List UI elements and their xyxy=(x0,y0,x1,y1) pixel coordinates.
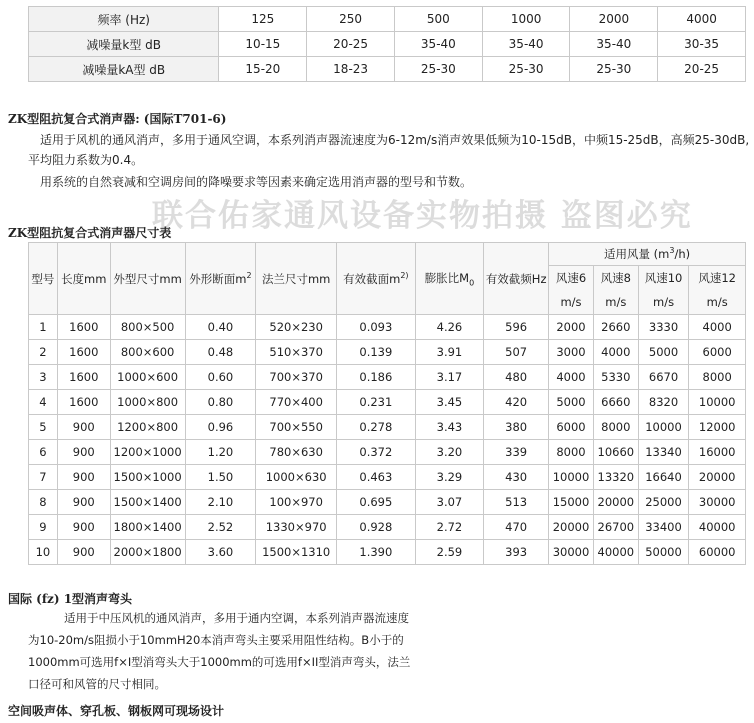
value-cell: 25-30 xyxy=(570,57,658,82)
size-table-cell: 100×970 xyxy=(256,490,337,515)
size-table-cell: 6660 xyxy=(593,390,638,415)
size-table-cell: 3.45 xyxy=(415,390,484,415)
size-table-cell: 10000 xyxy=(549,465,594,490)
ka-type-row xyxy=(29,57,746,82)
size-table-cell: 7 xyxy=(29,465,58,490)
value-cell: 35-40 xyxy=(482,32,570,57)
value-cell: 20-25 xyxy=(658,57,746,82)
size-table-cell: 596 xyxy=(484,315,549,340)
size-table-cell: 420 xyxy=(484,390,549,415)
size-table-cell: 770×400 xyxy=(256,390,337,415)
freq-cell: 125 xyxy=(219,7,307,32)
size-table-cell: 20000 xyxy=(549,515,594,540)
size-table-cell: 12000 xyxy=(689,415,746,440)
speed-unit: m/s xyxy=(560,295,582,309)
size-table-cell: 1.50 xyxy=(185,465,256,490)
size-table-row xyxy=(29,365,746,390)
col-outer-size-header: 外型尺寸mm xyxy=(110,243,185,315)
size-table-cell: 513 xyxy=(484,490,549,515)
value-cell: 10-15 xyxy=(219,32,307,57)
freq-cell: 4000 xyxy=(658,7,746,32)
size-table-cell: 10000 xyxy=(689,390,746,415)
size-table-cell: 1600 xyxy=(57,365,110,390)
section1-para1-line2: 平均阻力系数为0.4。 xyxy=(28,153,144,167)
freq-cell: 1000 xyxy=(482,7,570,32)
size-table-cell: 8000 xyxy=(593,415,638,440)
col-cutoff-header: 有效截频Hz xyxy=(484,243,549,315)
section2-line3: 1000mm可选用f×I型消弯头大于1000mm的可选用f×II型消声弯头，法兰 xyxy=(28,655,411,669)
size-table-cell: 40000 xyxy=(593,540,638,565)
size-table-cell: 8000 xyxy=(689,365,746,390)
size-table-row xyxy=(29,390,746,415)
size-table-cell: 1600 xyxy=(57,390,110,415)
size-table-cell: 1.390 xyxy=(337,540,416,565)
expansion-label: 膨胀比M xyxy=(424,270,470,285)
size-table-cell: 0.695 xyxy=(337,490,416,515)
size-table-cell: 520×230 xyxy=(256,315,337,340)
size-table-cell: 0.093 xyxy=(337,315,416,340)
col-flange-header: 法兰尺寸mm xyxy=(256,243,337,315)
size-table-cell: 800×500 xyxy=(110,315,185,340)
section-title-elbow: 国际 (fz) 1型消声弯头 xyxy=(8,592,133,606)
size-table-cell: 3330 xyxy=(638,315,689,340)
section-title-absorber: 空间吸声体、穿孔板、钢板网可现场设计 xyxy=(8,704,225,718)
size-table-cell: 15000 xyxy=(549,490,594,515)
size-table-cell: 1.20 xyxy=(185,440,256,465)
outer-section-label: 外形断面m xyxy=(189,271,247,286)
size-table-cell: 16000 xyxy=(689,440,746,465)
size-table-cell: 8 xyxy=(29,490,58,515)
effective-section-label: 有效截面m xyxy=(343,271,401,286)
size-table-cell: 393 xyxy=(484,540,549,565)
size-table-cell: 3000 xyxy=(549,340,594,365)
size-table-cell: 9 xyxy=(29,515,58,540)
size-table-cell: 50000 xyxy=(638,540,689,565)
value-cell: 25-30 xyxy=(394,57,482,82)
size-table-cell: 6000 xyxy=(549,415,594,440)
section2-line2: 为10-20m/s阻损小于10mmH20本消声弯头主要采用阻性结构。B小于的 xyxy=(28,633,404,647)
section1-para2: 用系统的自然衰减和空调房间的降噪要求等因素来确定选用消声器的型号和节数。 xyxy=(40,175,473,189)
size-table-cell: 33400 xyxy=(638,515,689,540)
size-table-cell: 2.72 xyxy=(415,515,484,540)
size-table-cell: 0.278 xyxy=(337,415,416,440)
size-table-row xyxy=(29,315,746,340)
noise-reduction-table xyxy=(28,6,746,82)
speed-label: 风速10 xyxy=(644,271,683,285)
value-cell: 30-35 xyxy=(658,32,746,57)
size-table-cell: 1000×800 xyxy=(110,390,185,415)
size-table-cell: 2 xyxy=(29,340,58,365)
speed-header-10 xyxy=(638,266,689,315)
value-cell: 15-20 xyxy=(219,57,307,82)
size-table-cell: 2000 xyxy=(549,315,594,340)
size-table-row xyxy=(29,415,746,440)
size-table-cell: 3.07 xyxy=(415,490,484,515)
size-table-cell: 2.10 xyxy=(185,490,256,515)
size-table-cell: 2000×1800 xyxy=(110,540,185,565)
size-table-cell: 4000 xyxy=(549,365,594,390)
size-table-cell: 900 xyxy=(57,415,110,440)
value-cell: 35-40 xyxy=(570,32,658,57)
col-outer-section-header xyxy=(185,243,256,315)
freq-header-label: 频率 (Hz) xyxy=(29,7,219,32)
size-table-cell: 700×370 xyxy=(256,365,337,390)
size-table-cell: 26700 xyxy=(593,515,638,540)
size-table-cell: 900 xyxy=(57,515,110,540)
size-table-cell: 1600 xyxy=(57,340,110,365)
size-table-cell: 1500×1000 xyxy=(110,465,185,490)
size-table-cell: 20000 xyxy=(593,490,638,515)
size-table-cell: 40000 xyxy=(689,515,746,540)
size-table-row xyxy=(29,465,746,490)
section2-line4: 口径可和风管的尺寸相同。 xyxy=(28,677,166,691)
size-table-cell: 1330×970 xyxy=(256,515,337,540)
value-cell: 25-30 xyxy=(482,57,570,82)
size-table-cell: 1600 xyxy=(57,315,110,340)
size-header-row xyxy=(29,243,746,266)
size-table-cell: 8000 xyxy=(549,440,594,465)
speed-header-6 xyxy=(549,266,594,315)
size-table-cell: 900 xyxy=(57,490,110,515)
airflow-group-header xyxy=(549,243,746,266)
col-effective-section-header xyxy=(337,243,416,315)
size-table-cell: 4 xyxy=(29,390,58,415)
size-table-cell: 1800×1400 xyxy=(110,515,185,540)
watermark: 联合佑家通风设备实物拍摄 盗图必究 xyxy=(152,198,693,234)
size-table-cell: 2.59 xyxy=(415,540,484,565)
size-table-cell: 0.372 xyxy=(337,440,416,465)
section1-para1-line1: 适用于风机的通风消声，多用于通风空调，本系列消声器流速度为6-12m/s消声效果低频为10-15dB，中频15-25dB，高频25-30dB, xyxy=(40,133,750,147)
size-table xyxy=(28,242,746,565)
size-table-cell: 5000 xyxy=(638,340,689,365)
size-table-cell: 4000 xyxy=(593,340,638,365)
size-table-cell: 0.80 xyxy=(185,390,256,415)
value-cell: 20-25 xyxy=(307,32,395,57)
size-table-cell: 0.928 xyxy=(337,515,416,540)
size-table-cell: 6670 xyxy=(638,365,689,390)
size-table-cell: 2660 xyxy=(593,315,638,340)
freq-cell: 2000 xyxy=(570,7,658,32)
size-table-cell: 700×550 xyxy=(256,415,337,440)
size-table-cell: 10000 xyxy=(638,415,689,440)
speed-label: 风速8 xyxy=(600,271,631,285)
size-table-cell: 3.43 xyxy=(415,415,484,440)
size-table-cell: 507 xyxy=(484,340,549,365)
airflow-sup: 3 xyxy=(669,246,675,256)
size-table-cell: 3.17 xyxy=(415,365,484,390)
size-table-cell: 2.52 xyxy=(185,515,256,540)
size-table-cell: 1200×800 xyxy=(110,415,185,440)
speed-unit: m/s xyxy=(653,295,675,309)
size-table-cell: 3.60 xyxy=(185,540,256,565)
speed-label: 风速12 xyxy=(698,271,736,285)
size-table-cell: 0.96 xyxy=(185,415,256,440)
size-table-cell: 3.20 xyxy=(415,440,484,465)
effective-section-sup: 2) xyxy=(400,270,409,280)
size-table-cell: 8320 xyxy=(638,390,689,415)
size-table-cell: 1000×630 xyxy=(256,465,337,490)
size-table-cell: 13320 xyxy=(593,465,638,490)
size-table-cell: 380 xyxy=(484,415,549,440)
size-table-cell: 3 xyxy=(29,365,58,390)
size-table-cell: 5 xyxy=(29,415,58,440)
size-table-cell: 10 xyxy=(29,540,58,565)
size-table-cell: 3.91 xyxy=(415,340,484,365)
size-table-cell: 5330 xyxy=(593,365,638,390)
size-table-cell: 6 xyxy=(29,440,58,465)
size-table-cell: 4.26 xyxy=(415,315,484,340)
outer-section-sup: 2 xyxy=(246,270,252,280)
size-table-cell: 510×370 xyxy=(256,340,337,365)
size-table-cell: 900 xyxy=(57,440,110,465)
size-table-cell: 430 xyxy=(484,465,549,490)
size-table-cell: 4000 xyxy=(689,315,746,340)
row-label: 减噪量k型 dB xyxy=(29,32,219,57)
size-table-cell: 0.48 xyxy=(185,340,256,365)
size-table-cell: 60000 xyxy=(689,540,746,565)
col-expansion-header xyxy=(415,243,484,315)
size-table-title: ZK型阻抗复合式消声器尺寸表 xyxy=(8,226,172,240)
speed-unit: m/s xyxy=(605,295,627,309)
size-table-cell: 5000 xyxy=(549,390,594,415)
size-table-cell: 900 xyxy=(57,465,110,490)
size-table-cell: 10660 xyxy=(593,440,638,465)
size-table-cell: 30000 xyxy=(549,540,594,565)
speed-header-12 xyxy=(689,266,746,315)
size-table-cell: 0.40 xyxy=(185,315,256,340)
size-table-cell: 800×600 xyxy=(110,340,185,365)
size-table-cell: 3.29 xyxy=(415,465,484,490)
size-table-cell: 470 xyxy=(484,515,549,540)
size-table-cell: 16640 xyxy=(638,465,689,490)
size-table-row xyxy=(29,515,746,540)
airflow-label: 适用风量 (m xyxy=(604,247,670,261)
airflow-label-end: /h) xyxy=(674,247,691,261)
size-table-cell: 900 xyxy=(57,540,110,565)
size-table-cell: 0.60 xyxy=(185,365,256,390)
size-table-row xyxy=(29,440,746,465)
value-cell: 18-23 xyxy=(307,57,395,82)
speed-label: 风速6 xyxy=(555,271,587,285)
speed-header-8 xyxy=(593,266,638,315)
size-table-cell: 1200×1000 xyxy=(110,440,185,465)
section2-line1: 适用于中压风机的通风消声，多用于通内空调，本系列消声器流速度 xyxy=(64,611,409,625)
size-table-row xyxy=(29,540,746,565)
row-label: 减噪量kA型 dB xyxy=(29,57,219,82)
size-table-cell: 0.231 xyxy=(337,390,416,415)
size-table-cell: 1000×600 xyxy=(110,365,185,390)
size-table-row xyxy=(29,490,746,515)
freq-cell: 500 xyxy=(394,7,482,32)
expansion-sub: 0 xyxy=(469,278,475,288)
size-table-body xyxy=(29,315,746,565)
section-title-zk: ZK型阻抗复合式消声器: (国际T701-6) xyxy=(8,112,227,126)
freq-header-row xyxy=(29,7,746,32)
size-table-cell: 6000 xyxy=(689,340,746,365)
size-table-cell: 1500×1310 xyxy=(256,540,337,565)
size-table-cell: 1 xyxy=(29,315,58,340)
size-table-cell: 339 xyxy=(484,440,549,465)
size-table-cell: 25000 xyxy=(638,490,689,515)
size-table-cell: 30000 xyxy=(689,490,746,515)
size-table-cell: 480 xyxy=(484,365,549,390)
k-type-row xyxy=(29,32,746,57)
size-table-cell: 20000 xyxy=(689,465,746,490)
freq-cell: 250 xyxy=(307,7,395,32)
col-length-header: 长度mm xyxy=(57,243,110,315)
size-table-row xyxy=(29,340,746,365)
size-table-cell: 1500×1400 xyxy=(110,490,185,515)
size-table-cell: 0.463 xyxy=(337,465,416,490)
size-table-cell: 0.186 xyxy=(337,365,416,390)
size-table-cell: 13340 xyxy=(638,440,689,465)
size-table-cell: 780×630 xyxy=(256,440,337,465)
speed-unit: m/s xyxy=(706,295,728,309)
col-model-header: 型号 xyxy=(29,243,58,315)
size-table-cell: 0.139 xyxy=(337,340,416,365)
value-cell: 35-40 xyxy=(394,32,482,57)
